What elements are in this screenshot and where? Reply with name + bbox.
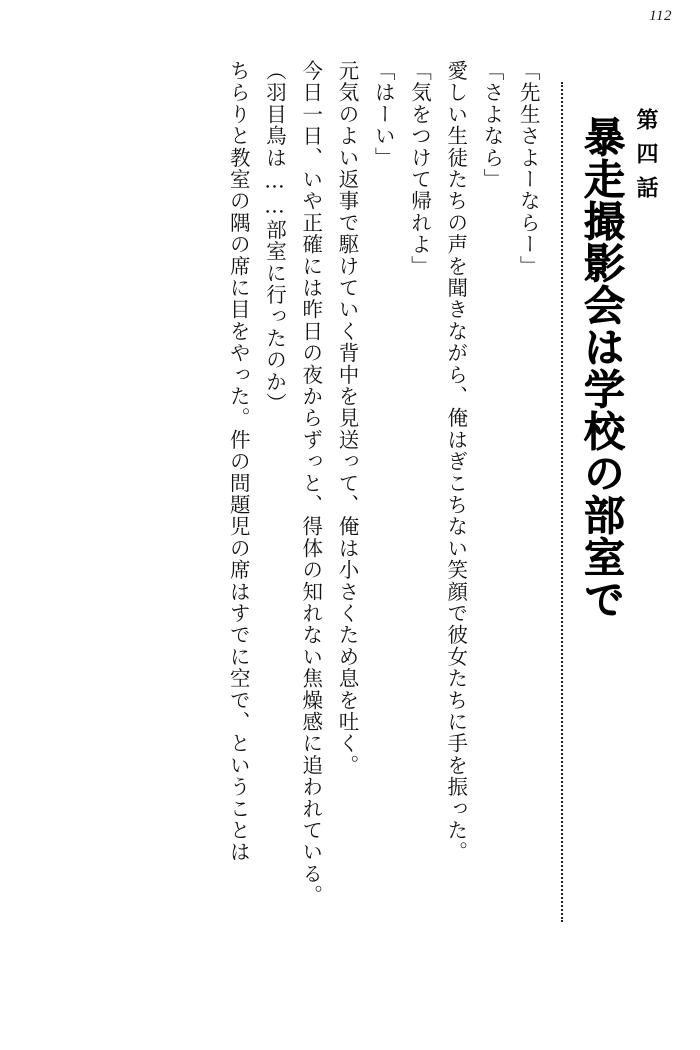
text-column: 今日一日、いや正確には昨日の夜からずっと、得体の知れない焦燥感に追われている。 [298,60,323,907]
text-column: 「さよなら」 [479,60,504,191]
text-column: 愛しい生徒たちの声を聞きながら、俺はぎこちない笑顔で彼女たちに手を振った。 [443,60,468,863]
page-number: 112 [649,8,672,24]
title-divider [561,82,563,922]
chapter-title: 暴走撮影会は学校の部室で [577,116,625,620]
text-column: （羽目鳥は……部室に行ったのか） [262,60,287,415]
text-column: 「はーい」 [371,60,396,169]
text-column: ちらりと教室の隅の席に目をやった。件の問題児の席はすでに空で、ということは [226,60,251,863]
text-columns [219,60,545,960]
page-body [24,60,676,1022]
text-column: 元気のよい返事で駆けていく背中を見送って、俺は小さくため息を吐く。 [334,60,359,777]
chapter-heading [551,60,676,922]
text-column: 「気をつけて帰れよ」 [407,60,432,277]
text-column: 「先生さよーならー」 [516,60,541,277]
chapter-label: 第四話 [633,108,659,210]
